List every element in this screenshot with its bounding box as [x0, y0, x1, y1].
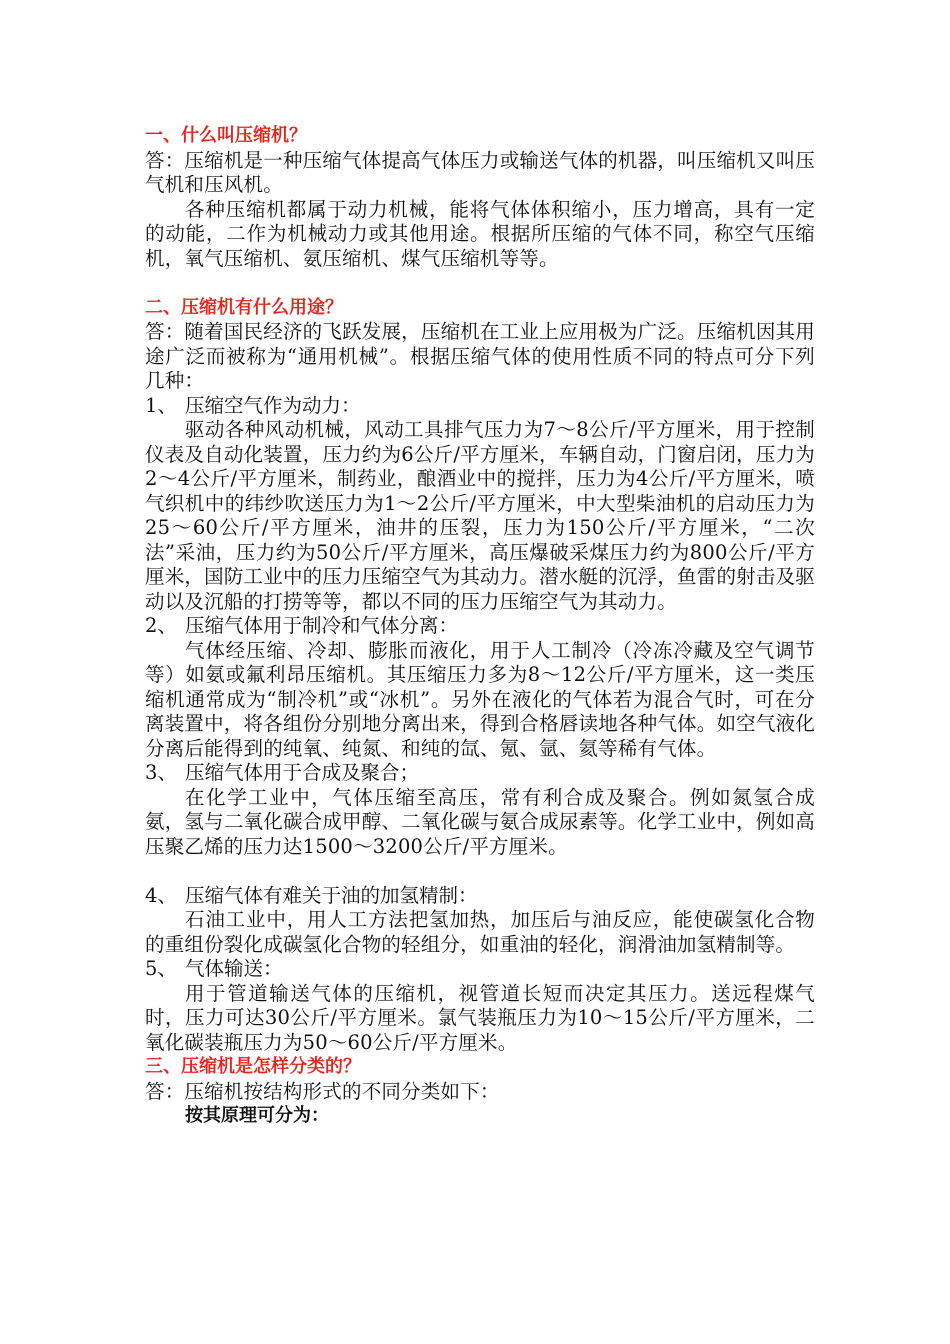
- list-item-5-title: [145, 957, 815, 982]
- list-item-title: 气体输送：: [185, 957, 283, 980]
- section-1-answer: 答：压缩机是一种压缩气体提高气体压力或输送气体的机器，叫压缩机又叫压气机和压风机。: [145, 148, 815, 196]
- list-item-number: 2、: [145, 614, 177, 637]
- list-item-4-body: 石油工业中，用人工方法把氢加热，加压后与油反应，能使碳氢化合物的重组份裂化成碳氢化合物的轻组分，如重油的轻化，润滑油加氢精制等。: [145, 908, 815, 956]
- document-page: [145, 124, 815, 1129]
- list-item-1-body: 驱动各种风动机械，风动工具排气压力为7～8公斤/平方厘米，用于控制仪表及自动化装置，压力约为6公斤/平方厘米，车辆自动，门窗启闭，压力为2～4公斤/平方厘米，制药业，酿酒业中的搅拌，压力为4公斤/平方厘米，喷气织机中的纬纱吹送压力为1～2公斤/平方厘米，中大型柴油机的启动压力为25～60公斤/平方厘米，油井的压裂，压力为150公斤/平方厘米，“二次法”采油，压力约为50公斤/平方厘米，高压爆破采煤压力约为800公斤/平方厘米，国防工业中的压力压缩空气为其动力。潜水艇的沉浮，鱼雷的射击及驱动以及沉船的打捞等等，都以不同的压力压缩空气为其动力。: [145, 418, 815, 613]
- list-item-2-body: 气体经压缩、冷却、膨胀而液化，用于人工制冷（冷冻冷藏及空气调节等）如氨或氟利昂压缩机。其压缩压力多为8～12公斤/平方厘米，这一类压缩机通常成为“制冷机”或“冰机”。另外在液化的气体若为混合气时，可在分离装置中，将各组份分别地分离出来，得到合格唇读地各种气体。如空气液化分离后能得到的纯氧、纯氮、和纯的氙、氪、氩、氦等稀有气体。: [145, 638, 815, 760]
- section-1-paragraph: 各种压缩机都属于动力机械，能将气体体积缩小，压力增高，具有一定的动能，二作为机械动力或其他用途。根据所压缩的气体不同，称空气压缩机，氧气压缩机、氨压缩机、煤气压缩机等等。: [145, 197, 815, 270]
- list-item-title: 压缩气体用于合成及聚合；: [185, 761, 420, 784]
- list-item-number: 5、: [145, 957, 177, 980]
- list-item-1-title: [145, 394, 815, 419]
- section-1-heading: 一、什么叫压缩机？: [145, 125, 307, 146]
- section-3-heading: 三、压缩机是怎样分类的？: [145, 1056, 361, 1077]
- list-item-title: 压缩空气作为动力：: [185, 393, 361, 417]
- section-3-answer: 答：压缩机按结构形式的不同分类如下：: [145, 1079, 500, 1103]
- spacer: [145, 271, 815, 296]
- list-item-2-title: [145, 614, 815, 639]
- list-item-3-body: 在化学工业中，气体压缩至高压，常有利合成及聚合。例如氮氢合成氨，氢与二氧化碳合成甲醇、二氧化碳与氨合成尿素等。化学工业中，例如高压聚乙烯的压力达1500～3200公斤/平方厘米。: [145, 785, 815, 858]
- list-item-title: 压缩气体有难关于油的加氢精制：: [185, 883, 478, 907]
- list-item-number: 1、: [145, 393, 177, 417]
- list-item-5-body: 用于管道输送气体的压缩机，视管道长短而决定其压力。送远程煤气时，压力可达30公斤/平方厘米。氯气装瓶压力为10～15公斤/平方厘米，二氧化碳装瓶压力为50～60公斤/平方厘米。: [145, 981, 815, 1054]
- list-item-3-title: [145, 761, 815, 786]
- list-item-4-title: [145, 884, 815, 909]
- list-item-number: 3、: [145, 761, 177, 784]
- section-2-heading: 二、压缩机有什么用途？: [145, 296, 343, 318]
- section-2-answer: 答：随着国民经济的飞跃发展，压缩机在工业上应用极为广泛。压缩机因其用途广泛而被称为“通用机械”。根据压缩气体的使用性质不同的特点可分下列几种：: [145, 320, 815, 392]
- section-3-bold-line: 按其原理可分为：: [185, 1105, 329, 1126]
- list-item-number: 4、: [145, 883, 177, 907]
- spacer: [145, 859, 815, 884]
- list-item-title: 压缩气体用于制冷和气体分离：: [185, 614, 459, 637]
